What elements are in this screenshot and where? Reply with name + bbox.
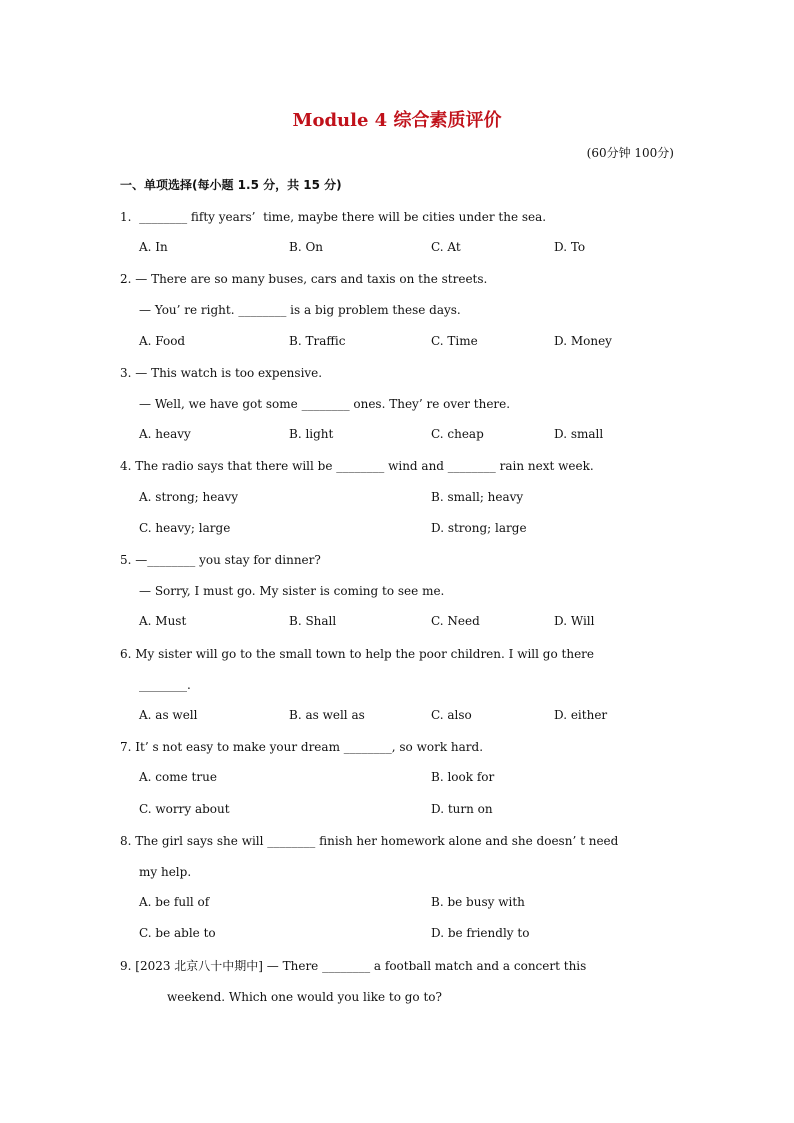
question-8-option-d: D. be friendly to	[431, 926, 530, 940]
question-9-stem-line-2: weekend. Which one would you like to go to?	[167, 990, 442, 1004]
question-6-option-c: C. also	[431, 708, 472, 722]
page-title: Module 4 综合素质评价	[292, 110, 502, 131]
question-6-option-d: D. either	[554, 708, 608, 722]
question-3-stem: 3. — This watch is too expensive.	[120, 366, 323, 380]
question-7-stem: 7. It’ s not easy to make your dream ________, so work hard.	[120, 740, 484, 754]
question-2-option-a: A. Food	[139, 334, 186, 348]
question-7-option-a: A. come true	[139, 770, 217, 784]
question-8-stem-line-2: my help.	[139, 865, 192, 879]
question-9-stem: 9. [2023 北京八十中期中] — There ________ a football match and a concert this	[120, 959, 587, 973]
question-8-option-c: C. be able to	[139, 926, 216, 940]
time-score-note: (60分钟 100分)	[586, 146, 674, 160]
question-8-option-a: A. be full of	[139, 895, 210, 909]
question-6-option-b: B. as well as	[289, 708, 365, 722]
question-6-stem: 6. My sister will go to the small town to help the poor children. I will go there	[120, 647, 595, 661]
question-3-option-b: B. light	[289, 427, 334, 441]
question-2-option-b: B. Traffic	[289, 334, 346, 348]
question-7-option-d: D. turn on	[431, 802, 493, 816]
question-5-option-b: B. Shall	[289, 614, 337, 628]
question-4-option-d: D. strong; large	[431, 521, 527, 535]
question-2-stem: 2. — There are so many buses, cars and taxis on the streets.	[120, 272, 488, 286]
question-5-option-a: A. Must	[139, 614, 187, 628]
question-7-option-b: B. look for	[431, 770, 495, 784]
question-5-stem-line-2: — Sorry, I must go. My sister is coming to see me.	[139, 584, 445, 598]
question-2-stem-line-2: — You’ re right. ________ is a big problem these days.	[139, 303, 461, 317]
question-6-stem-line-2: ________.	[139, 678, 191, 692]
section-heading: 一、单项选择(每小题 1.5 分，共 15 分)	[120, 178, 342, 192]
question-3-option-d: D. small	[554, 427, 604, 441]
question-4-option-c: C. heavy; large	[139, 521, 231, 535]
question-8-stem: 8. The girl says she will ________ finish her homework alone and she doesn’ t need	[120, 834, 619, 848]
question-2-option-c: C. Time	[431, 334, 478, 348]
question-1-stem: 1. ________ fifty years’ time, maybe there will be cities under the sea.	[120, 210, 547, 224]
question-5-stem: 5. —________ you stay for dinner?	[120, 553, 321, 567]
question-1-option-a: A. In	[139, 240, 168, 254]
question-4-stem: 4. The radio says that there will be ________ wind and ________ rain next week.	[120, 459, 594, 473]
question-1-option-d: D. To	[554, 240, 586, 254]
question-7-option-c: C. worry about	[139, 802, 230, 816]
question-3-option-a: A. heavy	[139, 427, 191, 441]
question-5-option-c: C. Need	[431, 614, 480, 628]
question-4-option-b: B. small; heavy	[431, 490, 524, 504]
question-1-option-b: B. On	[289, 240, 324, 254]
question-2-option-d: D. Money	[554, 334, 612, 348]
question-6-option-a: A. as well	[139, 708, 198, 722]
question-8-option-b: B. be busy with	[431, 895, 525, 909]
question-4-option-a: A. strong; heavy	[139, 490, 239, 504]
question-3-option-c: C. cheap	[431, 427, 484, 441]
question-5-option-d: D. Will	[554, 614, 595, 628]
question-1-option-c: C. At	[431, 240, 461, 254]
question-3-stem-line-2: — Well, we have got some ________ ones. They’ re over there.	[139, 397, 511, 411]
